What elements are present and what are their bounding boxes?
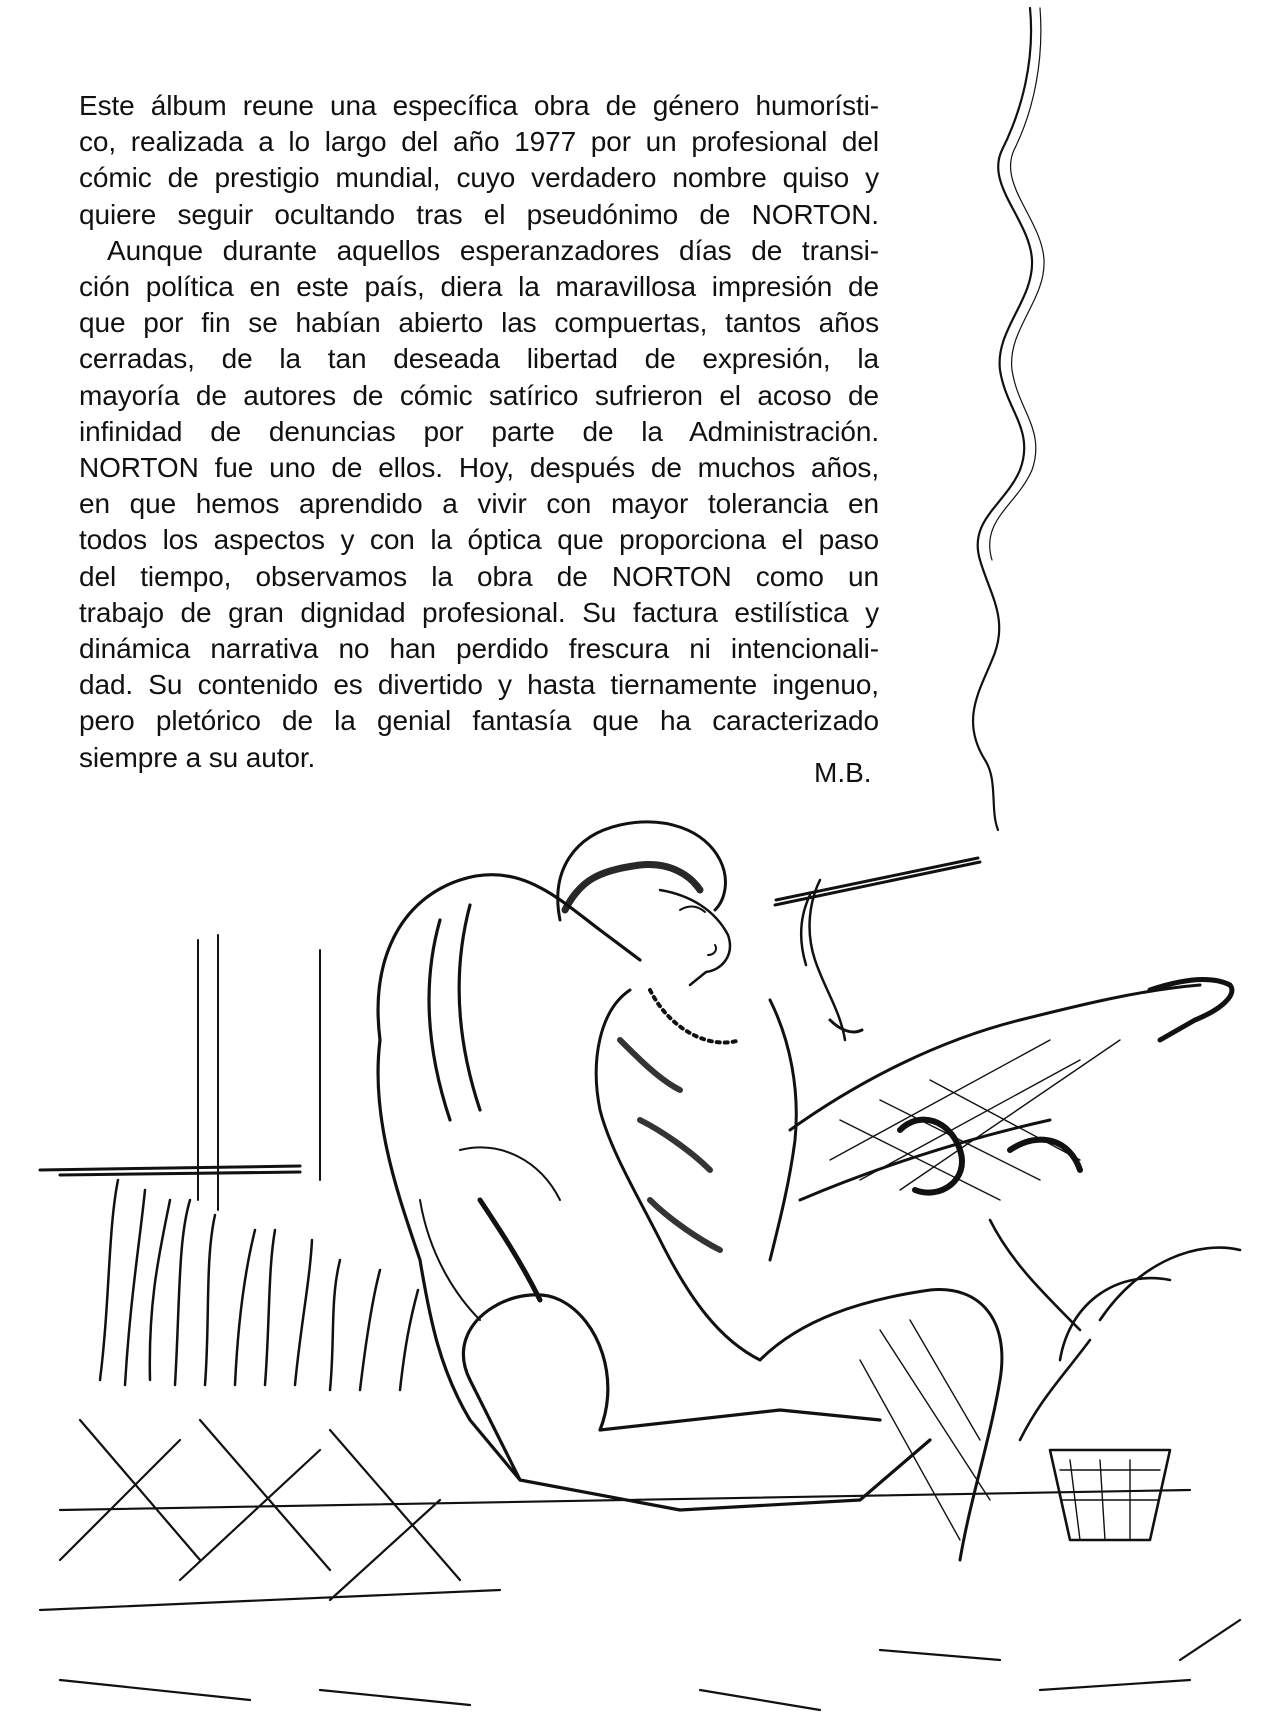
text-line: infinidad de denuncias por parte de la Administración.	[79, 415, 879, 447]
text-line: dinámica narrativa no han perdido frescura ni intencionali-	[79, 633, 879, 665]
text-line: cómic de prestigio mundial, cuyo verdadero nombre quiso y	[79, 162, 879, 194]
text-line: todos los aspectos y con la óptica que proporciona el paso	[79, 524, 879, 556]
armchair	[378, 875, 930, 1510]
text-line: Este álbum reune una específica obra de género humorísti-	[79, 90, 879, 121]
text-line: cerradas, de la tan deseada libertad de expresión, la	[79, 343, 879, 375]
cigarette-holder	[775, 858, 980, 905]
high-heel-shoe	[1150, 980, 1232, 1040]
grass	[100, 1180, 418, 1390]
text-line: NORTON fue uno de ellos. Hoy, después de muchos años,	[79, 452, 879, 484]
fishnet-legs	[760, 985, 1200, 1560]
text-line: que por fin se habían abierto las compuertas, tantos años	[79, 307, 879, 339]
smoke-trail	[973, 8, 1032, 830]
floor	[40, 1420, 1240, 1710]
necklace	[650, 990, 740, 1043]
text-line: dad. Su contenido es divertido y hasta tiernamente ingenuo,	[79, 669, 879, 701]
text-line: ción política en este país, diera la maravillosa impresión de	[79, 271, 879, 303]
raised-hand	[801, 880, 845, 1040]
text-line: trabajo de gran dignidad profesional. Su factura estilística y	[79, 596, 879, 628]
text-line: Aunque durante aquellos esperanzadores días de transi-	[107, 234, 879, 266]
text-line: del tiempo, observamos la obra de NORTON como un	[79, 560, 879, 592]
text-line: siempre a su autor.	[79, 741, 316, 773]
text-line: mayoría de autores de cómic satírico sufrieron el acoso de	[79, 379, 879, 411]
signature: M.B.	[814, 757, 872, 788]
text-line: co, realizada a lo largo del año 1977 por un profesional del	[79, 126, 879, 158]
text-line: en que hemos aprendido a vivir con mayor tolerancia en	[79, 488, 879, 520]
text-line: quiere seguir ocultando tras el pseudónimo de NORTON.	[79, 198, 879, 230]
text-line: pero pletórico de la genial fantasía que ha caracterizado	[79, 705, 879, 737]
